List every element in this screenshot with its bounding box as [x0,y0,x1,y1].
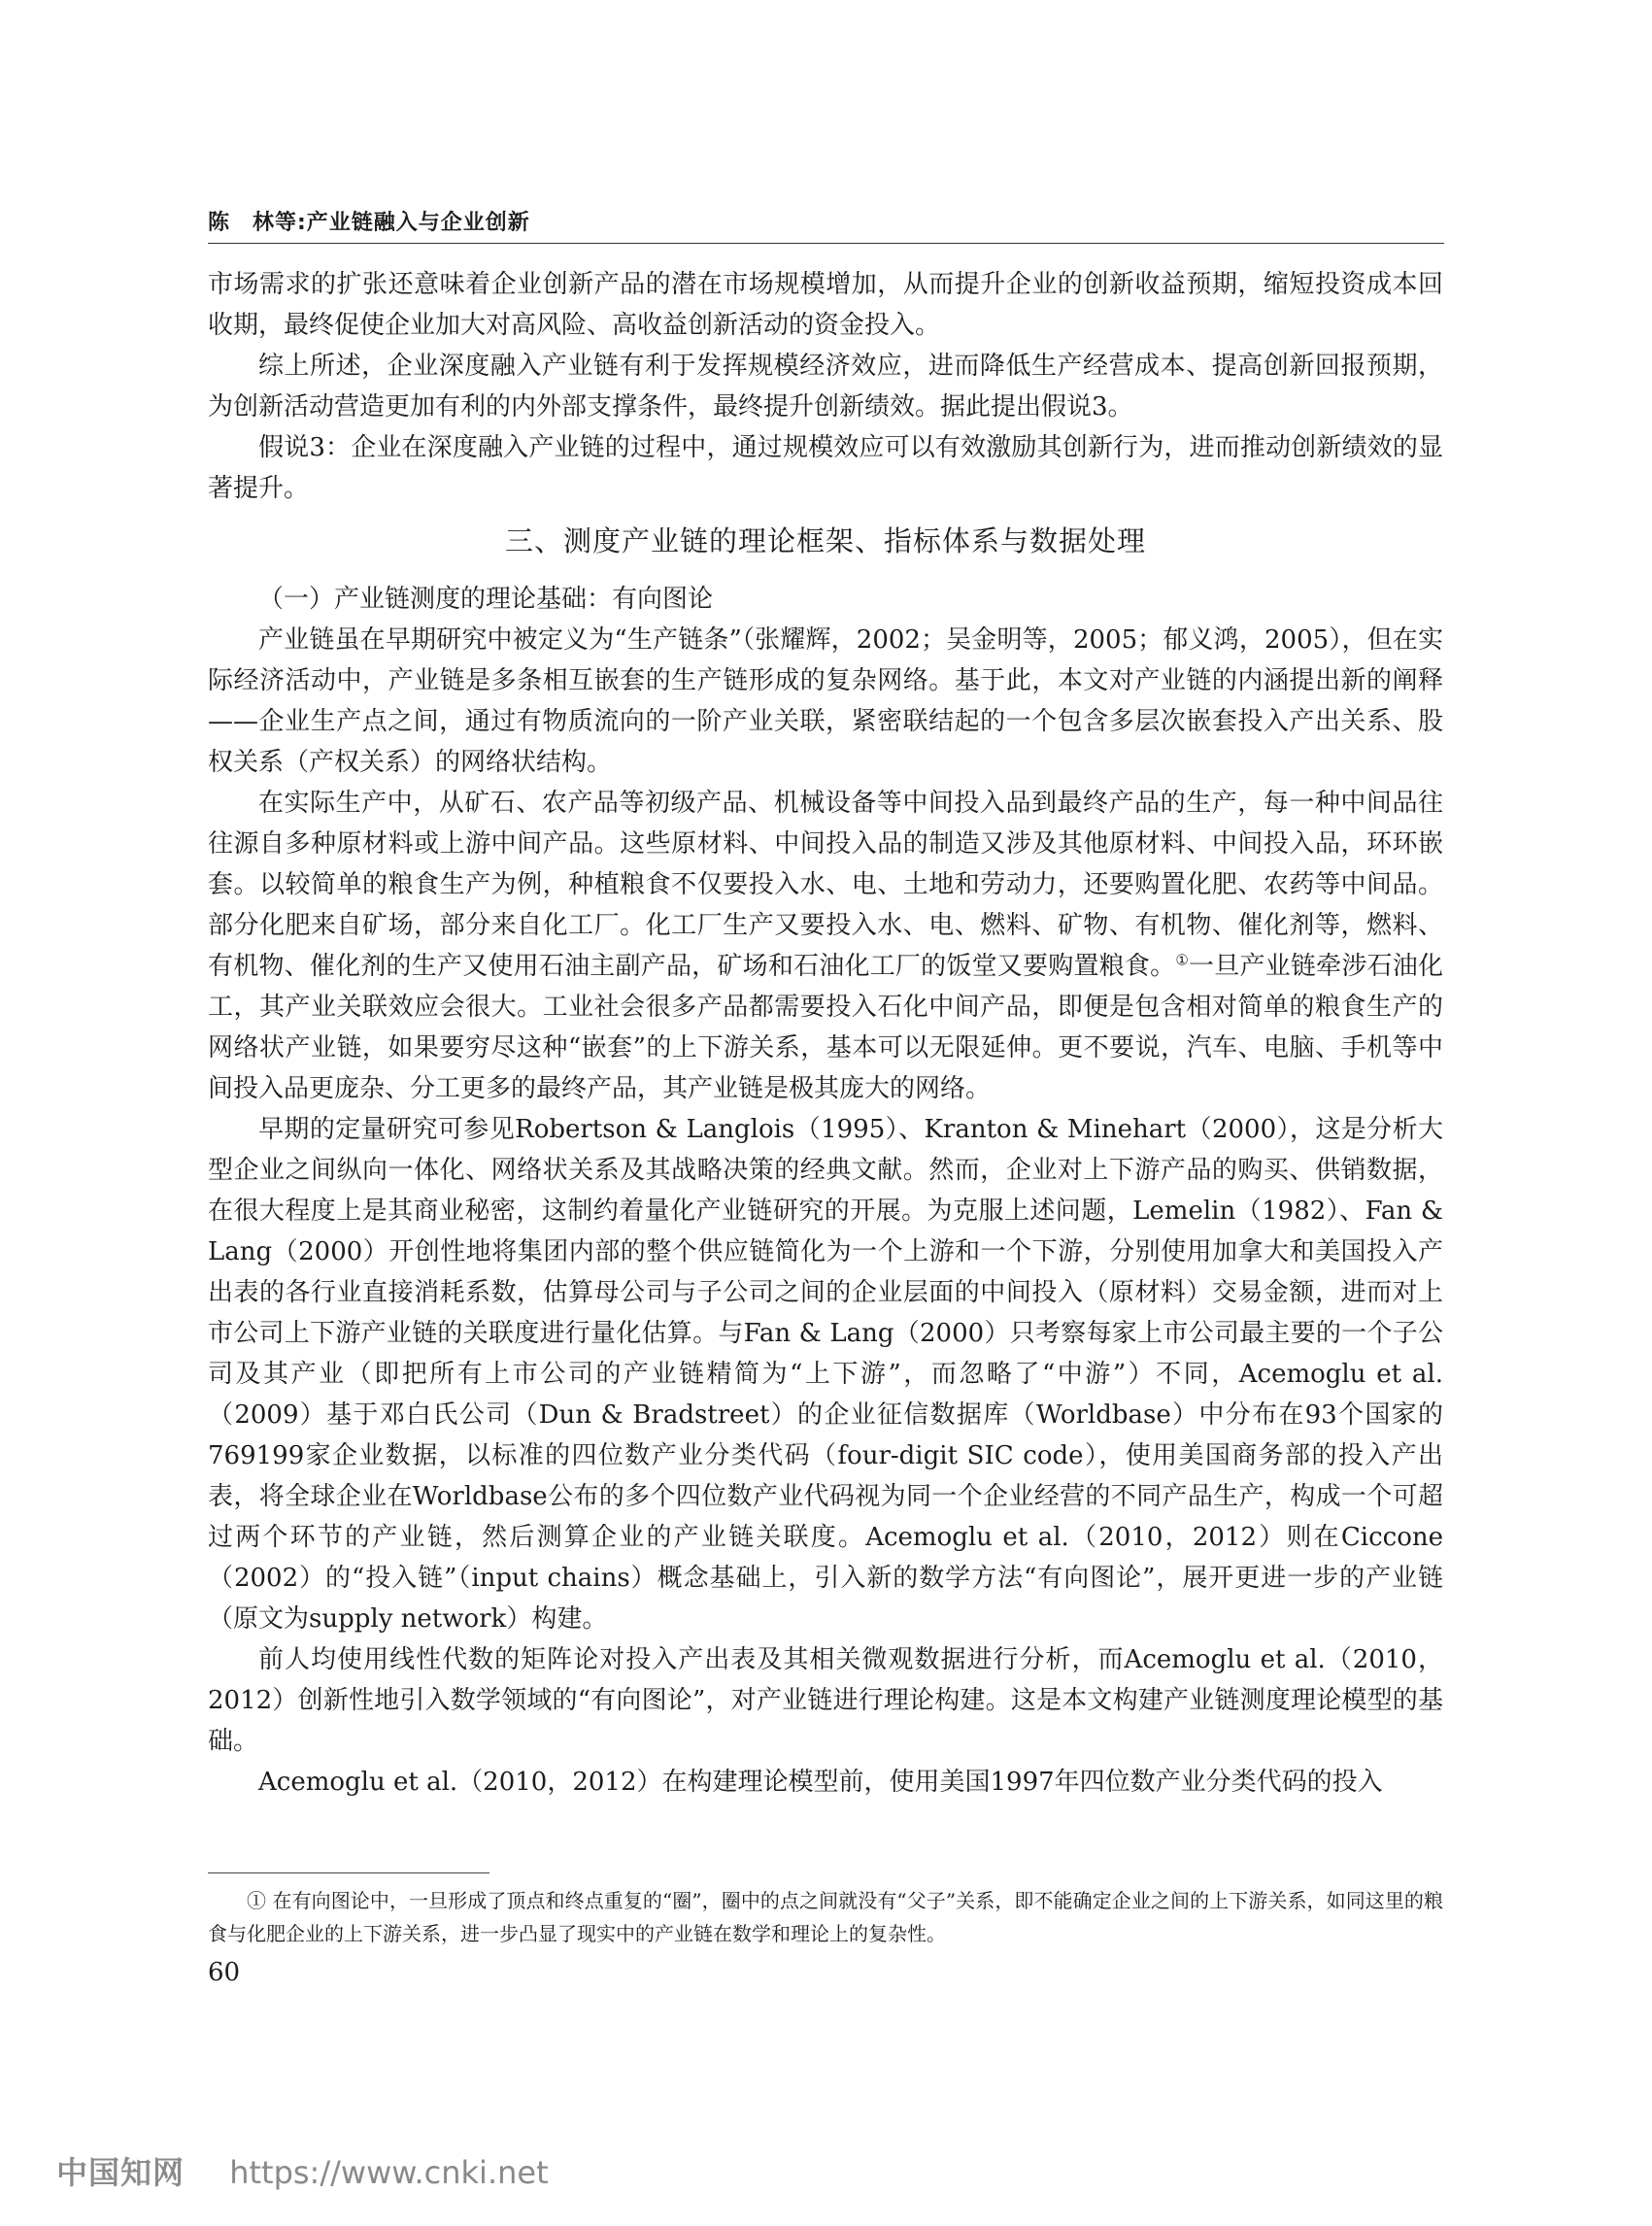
watermark-brand: 中国知网 [56,2154,185,2191]
paragraph-with-footnote [208,783,1443,1109]
subsection-heading: （一）产业链测度的理论基础：有向图论 [258,585,714,614]
article-body [208,264,1443,1803]
watermark-url: https://www.cnki.net [229,2154,549,2191]
paragraph-text: 在实际生产中，从矿石、农产品等初级产品、机械设备等中间投入品到最终产品的生产，每一种中间品往往源自多种原材料或上游中间产品。这些原材料、中间投入品的制造又涉及其他原材料、中间投入品，环环嵌套。以较简单的粮食生产为例，种植粮食不仅要投入水、电、土地和劳动力，还要购置化肥、农药等中间品。部分化肥来自矿场，部分来自化工厂。化工厂生产又要投入水、电、燃料、矿物、有机物、催化剂等，燃料、有机物、催化剂的生产又使用石油主副产品，矿场和石油化工厂的饭堂又要购置粮食。 [208,789,1443,981]
paragraph: 产业链虽在早期研究中被定义为“生产链条”（张耀辉，2002；吴金明等，2005；郁义鸿，2005），但在实际经济活动中，产业链是多条相互嵌套的生产链形成的复杂网络。基于此，本文对产业链的内涵提出新的阐释——企业生产点之间，通过有物质流向的一阶产业关联，紧密联结起的一个包含多层次嵌套投入产出关系、股权关系（产权关系）的网络状结构。 [208,625,1443,777]
running-header: 陈 林等:产业链融入与企业创新 [208,211,530,235]
header-rule [208,243,1444,244]
footnote-rule [208,1872,489,1873]
hypothesis-3: 假说3：企业在深度融入产业链的过程中，通过规模效应可以有效激励其创新行为，进而推动创新绩效的显著提升。 [208,433,1443,503]
paragraph-text: 一旦产业链牵涉石油化工，其产业关联效应会很大。工业社会很多产品都需要投入石化中间产品，即便是包含相对简单的粮食生产的网络状产业链，如果要穷尽这种“嵌套”的上下游关系，基本可以无限延伸。更不要说，汽车、电脑、手机等中间投入品更庞杂、分工更多的最终产品，其产业链是极其庞大的网络。 [208,952,1443,1103]
paragraph: 早期的定量研究可参见Robertson & Langlois（1995）、Kranton & Minehart（2000），这是分析大型企业之间纵向一体化、网络状关系及其战略决策的经典文献。然而，企业对上下游产品的购买、供销数据，在很大程度上是其商业秘密，这制约着量化产业链研究的开展。为克服上述问题，Lemelin（1982）、Fan & Lang（2000）开创性地将集团内部的整个供应链简化为一个上游和一个下游，分别使用加拿大和美国投入产出表的各行业直接消耗系数，估算母公司与子公司之间的企业层面的中间投入（原材料）交易金额，进而对上市公司上下游产业链的关联度进行量化估算。与Fan & Lang（2000）只考察每家上市公司最主要的一个子公司及其产业（即把所有上市公司的产业链精简为“上下游”，而忽略了“中游”）不同，Acemoglu et al.（2009）基于邓白氏公司（Dun & Bradstreet）的企业征信数据库（Worldbase）中分布在93个国家的769199家企业数据，以标准的四位数产业分类代码（four-digit SIC code），使用美国商务部的投入产出表，将全球企业在Worldbase公布的多个四位数产业代码视为同一个企业经营的不同产品生产，构成一个可超过两个环节的产业链，然后测算企业的产业链关联度。Acemoglu et al.（2010，2012）则在Ciccone（2002）的“投入链”（input chains）概念基础上，引入新的数学方法“有向图论”，展开更进一步的产业链（原文为supply network）构建。 [208,1115,1443,1634]
paragraph: 市场需求的扩张还意味着企业创新产品的潜在市场规模增加，从而提升企业的创新收益预期，缩短投资成本回收期，最终促使企业加大对高风险、高收益创新活动的资金投入。 [208,270,1443,340]
section-heading: 三、测度产业链的理论框架、指标体系与数据处理 [504,524,1146,557]
footnote: ① 在有向图论中，一旦形成了顶点和终点重复的“圈”，圈中的点之间就没有“父子”关系，即不能确定企业之间的上下游关系，如同这里的粮食与化肥企业的上下游关系，进一步凸显了现实中的产业链在数学和理论上的复杂性。 [208,1889,1443,1945]
cnki-watermark [56,2148,549,2193]
paragraph: Acemoglu et al.（2010，2012）在构建理论模型前，使用美国1997年四位数产业分类代码的投入 [258,1768,1383,1797]
footnote-marker: ① [1175,951,1189,969]
page-number: 60 [208,1958,241,1987]
paragraph: 前人均使用线性代数的矩阵论对投入产出表及其相关微观数据进行分析，而Acemoglu et al.（2010，2012）创新性地引入数学领域的“有向图论”，对产业链进行理论构建。这是本文构建产业链测度理论模型的基础。 [208,1645,1443,1756]
paragraph: 综上所述，企业深度融入产业链有利于发挥规模经济效应，进而降低生产经营成本、提高创新回报预期，为创新活动营造更加有利的内外部支撑条件，最终提升创新绩效。据此提出假说3。 [208,352,1443,422]
